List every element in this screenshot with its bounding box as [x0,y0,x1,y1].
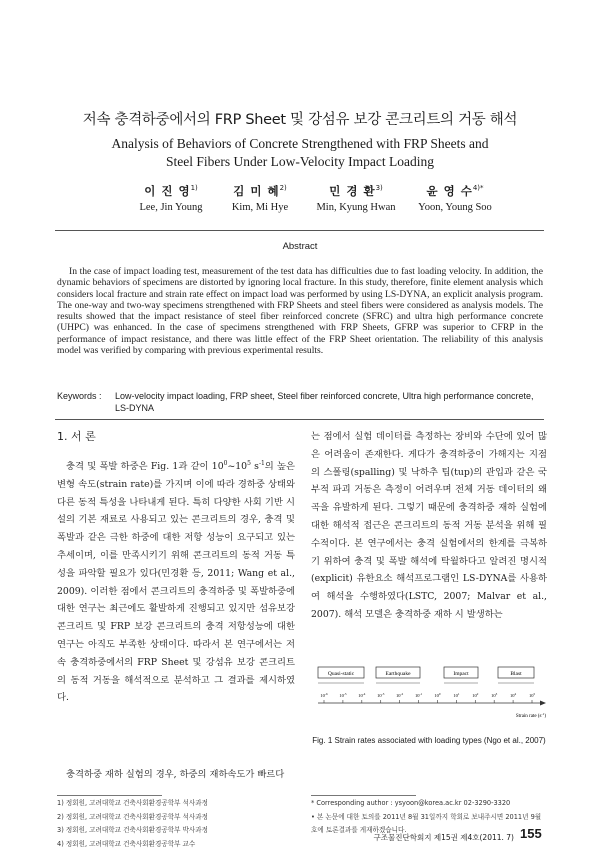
author-4-english: Yoon, Young Soo [400,202,510,213]
axis-tick-label: $10^{-4}$ [358,692,366,698]
axis-tick-label: $10^5$ [529,692,536,698]
axis-tick-label: $10^{-5}$ [339,692,347,698]
author-4-korean: 윤 영 수$^{4)*}$ [400,183,510,199]
keywords-label: Keywords : [57,391,102,403]
section-heading: 1. 서 론 [57,428,96,444]
abstract-heading: Abstract [0,241,600,252]
english-title-line-1: Analysis of Behaviors of Concrete Strengthened with FRP Sheets and [0,136,600,152]
page-number: 155 [520,826,542,841]
author-2-korean: 김 미 혜$^{2)}$ [205,183,315,199]
axis-tick-label: $10^{-1}$ [415,692,423,698]
keywords-text: Low-velocity impact loading, FRP sheet, Steel fiber reinforced concrete, Ultra high performance concrete, LS-DYNA [115,391,543,414]
loading-type-label: Quasi-static [328,671,355,677]
journal-citation: 구조물진단학회지 제15권 제4호(2011. 7) [340,832,514,843]
axis-tick-label: $10^{-3}$ [377,692,385,698]
author-2-english: Kim, Mi Hye [205,202,315,213]
abstract-top-rule [55,230,544,231]
footnote-1: 1) 정회원, 고려대학교 건축사회환경공학부 석사과정 [57,797,295,811]
author-3-english: Min, Kyung Hwan [301,202,411,213]
footnote-2: 2) 정회원, 고려대학교 건축사회환경공학부 석사과정 [57,811,295,825]
footnote-rule-right [311,795,416,796]
left-column-paragraph-1: 충격 및 폭발 하중은 Fig. 1과 같이 $10^0\sim 10^5$ $s^{-1}$의 높은 변형 속도(strain rate)를 가지며 이에 따라 경하중 상태와 다른 동적 특성을 나타내게 된다. 특히 다양한 사회 기반 시설의 기본 재료로 사용되고 있는 콘크리트의 경우, 충격 및 폭발과 같은 극한 하중에 대한 저항 성능이 요구되고 있는 추세이며, 이를 만족시키기 위해 콘크리트의 동적 거동 특성을 파악할 필요가 있다(민경환 등, 2011; Wang et al., 2009). 이러한 점에서 콘크리트의 충격하중 및 폭발하중에 대한 연구는 최근에도 활발하게 진행되고 있지만 섬유보강 콘크리트 및 FRP 보강 콘크리트의 충격 저항성능에 대한 연구는 아직도 부족한 상태이다. 따라서 본 연구에서는 저속 충격하중에서의 FRP Sheet 및 강섬유 보강 콘크리트의 동적 거동을 해석적으로 분석하고 그 결과를 제시하였다. [57,455,295,707]
right-column-paragraph: 는 점에서 실험 데이터를 측정하는 장비와 수단에 있어 많은 어려움이 존재한다. 게다가 충격하중이 가해지는 지점의 스폴링(spalling) 및 낙하추 팁(tup)의 관입과 같은 국부적 파괴 거동은 측정이 어려우며 전체 거동 데이터의 왜곡을 유발하게 된다. 그렇기 때문에 충격하중 재하 실험에 대한 해석적 접근은 콘크리트의 동적 거동 분석을 위해 필수적이다. 본 연구에서는 충격 실험에서의 한계를 극복하기 위하여 충격 및 폭발 해석에 탁월하다고 알려진 명시적(explicit) 유한요소 해석프로그램인 LS-DYNA를 사용하여 해석을 수행하였다(LSTC, 2007; Malvar et al., 2007). 해석 모델은 충격하중 재하 시 발생하는 [311,428,547,624]
author-3-korean: 민 경 환$^{3)}$ [301,183,411,199]
abstract-bottom-rule [55,419,544,420]
author-1-english: Lee, Jin Young [116,202,226,213]
author-affiliation-footnotes [57,797,295,851]
loading-type-label: Impact [453,671,469,677]
author-1-korean: 이 진 영$^{1)}$ [116,183,226,199]
corresponding-author: * Corresponding author : ysyoon@korea.ac.kr 02-3290-3320 [311,797,547,811]
loading-type-label: Earthquake [385,671,411,677]
axis-tick-label: $10^4$ [510,692,517,698]
footnote-4: 4) 정회원, 고려대학교 건축사회환경공학부 교수 [57,838,295,851]
korean-title: 저속 충격하중에서의 FRP Sheet 및 강섬유 보강 콘크리트의 거동 해석 [0,108,600,129]
axis-tick-label: $10^0$ [434,692,441,698]
figure-caption: Fig. 1 Strain rates associated with loading types (Ngo et al., 2007) [311,736,547,745]
strain-rate-figure [310,663,550,723]
axis-arrow-icon [540,701,546,706]
axis-tick-label: $10^1$ [453,692,460,698]
axis-label: Strain rate $(s^{-1})$ [516,712,546,719]
discussion-note-2: 호에 토론결과를 게재하겠습니다. [311,824,547,838]
left-column-paragraph-2: 충격하중 재하 실험의 경우, 하중의 재하속도가 빠르다 [57,766,295,784]
footnote-rule-left [57,795,162,796]
loading-type-label: Blast [510,671,522,677]
abstract-body: In the case of impact loading test, measurement of the test data has difficulties due to fast loading velocity. In addition, the dynamic behaviors of specimens are distorted by ignoring local fracture. In this study, therefore, finite element analysis which considers local fracture and strain rate effect on impact load was performed by using LS-DYNA, an explicit analysis program. The one-way and two-way specimens strengthened with FRP Sheets and steel fibers were considered as analysis models. The results showed that the impact resistance of steel fiber reinforced concrete (SFRC) and ultra high performance concrete (UHPC) was enhanced. In the case of specimens strengthened with FRP Sheets, GFRP was superior to CFRP in the performance of impact resistance, and there was little effect of the FRP Sheet orientation. The reliability of this analysis model was verified by comparing with previous experimental results. [57,266,543,356]
axis-tick-label: $10^2$ [472,692,479,698]
axis-tick-label: $10^{-2}$ [396,692,404,698]
english-title-line-2: Steel Fibers Under Low-Velocity Impact Loading [0,154,600,170]
axis-tick-label: $10^{-6}$ [320,692,328,698]
axis-tick-label: $10^3$ [491,692,498,698]
footnote-3: 3) 정회원, 고려대학교 건축사회환경공학부 박사과정 [57,824,295,838]
discussion-note-1: • 본 논문에 대한 토의를 2011년 8월 31일까지 학회로 보내주시면 2011년 9월 [311,811,547,825]
